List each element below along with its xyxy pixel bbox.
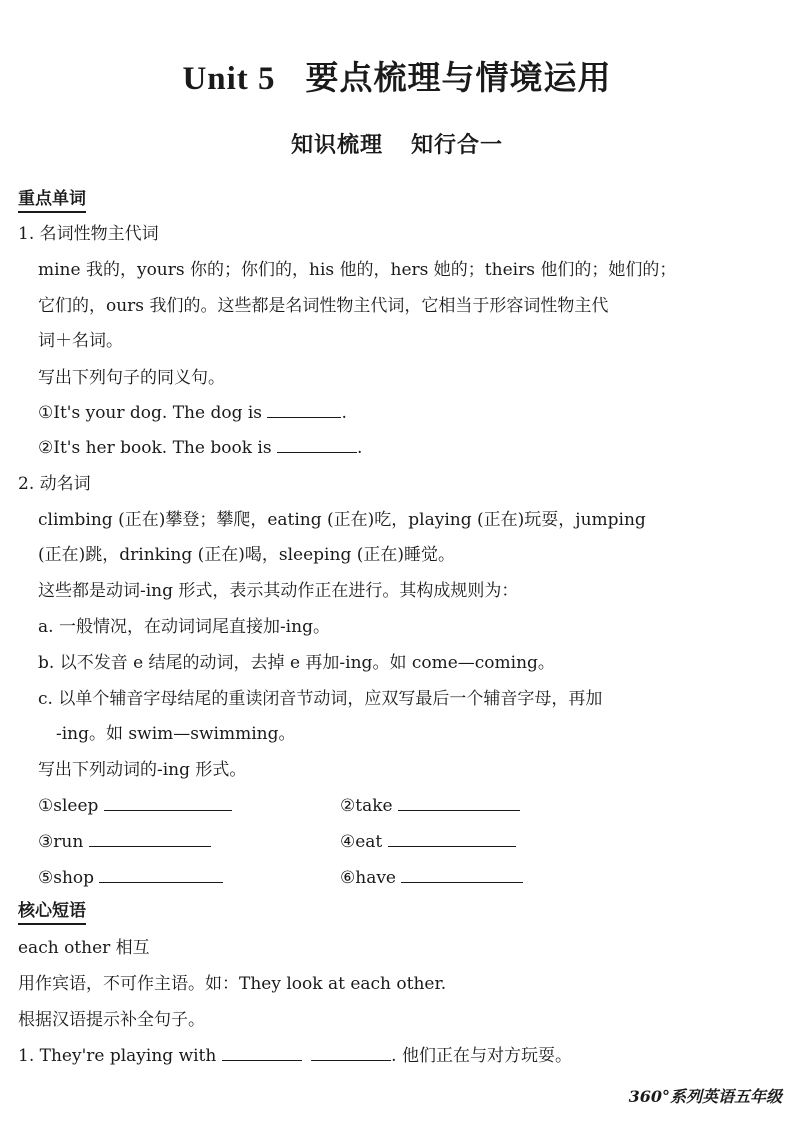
subtitle-practice: 知行合一 — [411, 132, 504, 158]
answer-blank[interactable] — [104, 794, 232, 811]
answer-blank[interactable] — [277, 436, 357, 453]
answer-blank[interactable] — [99, 866, 223, 883]
usage-line: 用作宾语，不可作主语。如：They look at each other. — [18, 974, 447, 994]
point1-text-line2: 它们的，ours 我们的。这些都是名词性物主代词，它相当于形容词性物主代 — [38, 296, 609, 316]
title-chinese: 要点梳理与情境运用 — [305, 58, 612, 97]
rule-b: b. 以不发音 e 结尾的动词，去掉 e 再加-ing。如 come—coming。 — [38, 653, 555, 673]
point1-text-line3: 词＋名词。 — [38, 331, 123, 351]
exercise-prompt: ①It's your dog. The dog is — [38, 403, 263, 423]
point2-text-line3: 这些都是动词-ing 形式，表示其动作正在进行。其构成规则为： — [38, 581, 519, 601]
ing-item: ⑥have — [340, 866, 523, 890]
page-title — [0, 52, 794, 99]
title-unit: Unit 5 — [182, 61, 276, 97]
phrase-line: each other 相互 — [18, 938, 150, 958]
answer-blank[interactable] — [388, 830, 516, 847]
subtitle-knowledge: 知识梳理 — [290, 132, 383, 158]
exercise-item: ②It's her book. The book is . — [38, 438, 363, 458]
phrase-exercise-item: 1. They're playing with . 他们正在与对方玩耍。 — [18, 1046, 572, 1066]
rule-c-line1: c. 以单个辅音字母结尾的重读闭音节动词，应双写最后一个辅音字母，再加 — [38, 689, 603, 709]
point1-instruction: 写出下列句子的同义句。 — [38, 368, 225, 388]
answer-blank[interactable] — [311, 1044, 391, 1061]
ing-item: ⑤shop — [38, 866, 223, 890]
ing-item: ①sleep — [38, 794, 232, 818]
series-footer: 360°系列英语五年级 — [628, 1087, 782, 1106]
ing-item: ②take — [340, 794, 520, 818]
page-subtitle — [0, 128, 794, 159]
ing-item: ④eat — [340, 830, 516, 854]
answer-blank[interactable] — [89, 830, 211, 847]
exercise-item: ①It's your dog. The dog is . — [38, 403, 347, 423]
rule-a: a. 一般情况，在动词词尾直接加-ing。 — [38, 617, 330, 637]
answer-blank[interactable] — [267, 401, 341, 418]
section-key-phrases-heading: 核心短语 — [18, 900, 86, 925]
point2-instruction: 写出下列动词的-ing 形式。 — [38, 760, 247, 780]
answer-blank[interactable] — [222, 1044, 302, 1061]
answer-blank[interactable] — [401, 866, 523, 883]
point1-text-line1: mine 我的，yours 你的；你们的，his 他的，hers 她的；theirs 他们的；她们的； — [38, 260, 677, 280]
point2-title: 2. 动名词 — [18, 474, 91, 494]
answer-blank[interactable] — [398, 794, 520, 811]
point2-text-line1: climbing (正在)攀登；攀爬，eating (正在)吃，playing (正在)玩耍，jumping — [38, 510, 646, 530]
point1-title: 1. 名词性物主代词 — [18, 224, 159, 244]
rule-c-line2: -ing。如 swim—swimming。 — [56, 724, 296, 744]
point2-text-line2: (正在)跳，drinking (正在)喝，sleeping (正在)睡觉。 — [38, 545, 455, 565]
ing-item: ③run — [38, 830, 211, 854]
section-key-words-heading: 重点单词 — [18, 188, 86, 213]
exercise-prompt: ②It's her book. The book is — [38, 438, 272, 458]
section2-instruction: 根据汉语提示补全句子。 — [18, 1010, 205, 1030]
